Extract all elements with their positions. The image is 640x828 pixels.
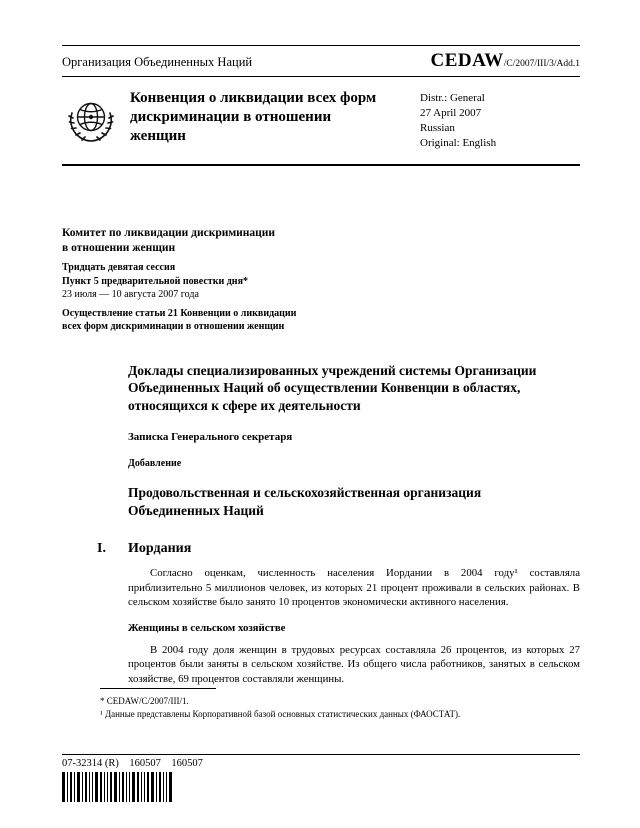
document-symbol-rest: /C/2007/III/3/Add.1	[503, 59, 580, 69]
addendum-label: Добавление	[128, 458, 182, 470]
un-emblem-icon	[62, 91, 120, 149]
subheading-women-in-agriculture: Женщины в сельском хозяйстве	[128, 621, 286, 634]
footnote-1: ¹ Данные представлены Корпоративной базой основных статистических данных (ФАОСТАТ).	[100, 708, 461, 719]
fao-title: Продовольственная и сельскохозяйственная организация Объединенных Наций	[128, 485, 482, 518]
distr-original: Original: English	[420, 136, 497, 149]
note-by-secretary-general: Записка Генерального секретаря	[128, 431, 293, 444]
footnote-area	[100, 688, 512, 720]
committee-line-1: Комитет по ликвидации дискриминации	[62, 227, 276, 240]
session-line: Тридцать девятая сессия	[62, 262, 176, 274]
distr-date: 27 April 2007	[420, 106, 482, 119]
agenda-item-line: Пункт 5 предварительной повестки дня*	[62, 275, 248, 287]
document-symbol-main: CEDAW	[430, 50, 504, 71]
report-title: Доклады специализированных учреждений системы Организации Объединенных Наций об осуществлении Конвенции в областях, относящихся к сфере их деятельности	[128, 362, 537, 413]
committee-heading	[62, 226, 580, 256]
distribution-block	[420, 89, 580, 150]
distr-language: Russian	[420, 121, 455, 134]
footnote-star: * CEDAW/C/2007/III/1.	[100, 696, 189, 706]
implementation-line-2: всех форм дискриминации в отношении женщин	[62, 321, 285, 333]
distr-line: Distr.: General	[420, 92, 485, 104]
section-title: Иордания	[128, 541, 192, 557]
paragraph-2: В 2004 году доля женщин в трудовых ресурсах составляла 26 процентов, из которых 27 процентов были заняты в сельском хозяйстве. Из общего числа работников, занятых в сельском хозяйстве, 69 процентов составляли женщины.	[128, 643, 580, 685]
footnote-separator-rule	[100, 688, 216, 689]
paragraph-1: Согласно оценкам, численность населения Иордании в 2004 году¹ составляла приблизительно 5 миллионов человек, из которых 21 процент проживали в сельских районах. В сельском хозяйстве было занято 10 процентов экономически активного населения.	[128, 567, 580, 609]
org-name: Организация Объединенных Наций	[62, 55, 253, 69]
convention-title: Конвенция о ликвидации всех форм дискриминации в отношении женщин	[130, 90, 377, 144]
document-number: 07-32314 (R) 160507 160507	[62, 758, 203, 769]
barcode	[62, 772, 174, 802]
masthead-bottom-rule	[62, 164, 580, 166]
page-footer	[62, 754, 580, 802]
document-symbol	[431, 50, 581, 72]
title-row	[62, 77, 580, 164]
masthead-row	[62, 46, 580, 76]
implementation-heading	[62, 307, 580, 334]
section-number: I.	[97, 541, 106, 557]
committee-line-2: в отношении женщин	[62, 242, 176, 255]
footer-rule	[62, 754, 580, 755]
section-heading	[97, 541, 580, 557]
implementation-line-1: Осуществление статьи 21 Конвенции о ликвидации	[62, 307, 297, 319]
session-dates: 23 июля — 10 августа 2007 года	[62, 289, 199, 301]
main-title-block	[128, 362, 580, 520]
